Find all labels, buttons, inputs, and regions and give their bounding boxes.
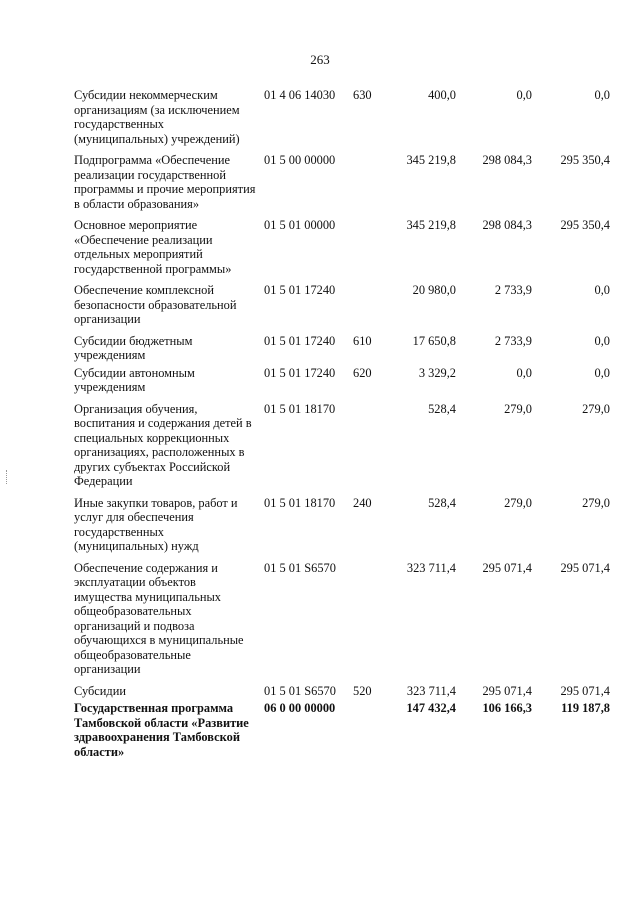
budget-table	[74, 88, 610, 766]
table-body	[74, 88, 610, 766]
row-value-2: 279,0	[504, 495, 532, 510]
row-type	[350, 283, 390, 334]
row-name: Субсидии некоммерческим организациям (за исключением государственных (муниципальных) учреждений)	[74, 88, 240, 146]
row-name: Обеспечение комплексной безопасности образовательной организации	[74, 283, 237, 326]
row-code: 06 0 00 00000	[264, 701, 336, 715]
row-type: 240	[353, 495, 372, 510]
row-value-1: 528,4	[428, 495, 456, 510]
row-name: Субсидии бюджетным учреждениям	[74, 333, 193, 362]
table-row	[74, 153, 610, 218]
row-value-2: 298 084,3	[482, 218, 532, 232]
row-code: 01 5 01 17240	[264, 333, 336, 348]
row-name: Организация обучения, воспитания и содержания детей в специальных коррекционных организациях, расположенных в других субъектах Российской Федерации	[74, 401, 252, 488]
row-value-3: 119 187,8	[561, 701, 610, 715]
row-value-3: 295 350,4	[560, 218, 610, 232]
row-name: Субсидии	[74, 683, 126, 698]
row-value-2: 279,0	[504, 401, 532, 416]
table-row	[74, 402, 610, 496]
row-value-1: 528,4	[428, 401, 456, 416]
row-code: 01 5 01 17240	[264, 365, 336, 380]
row-value-3: 279,0	[582, 401, 610, 416]
row-type: 520	[353, 683, 372, 698]
row-value-2: 106 166,3	[482, 701, 532, 715]
row-code: 01 5 01 17240	[264, 283, 336, 297]
row-name: Основное мероприятие «Обеспечение реализации отдельных мероприятий государственной программы»	[74, 218, 232, 276]
row-value-3: 295 071,4	[560, 683, 610, 698]
row-value-1: 345 219,8	[406, 218, 456, 232]
table-row	[74, 684, 610, 702]
row-type	[350, 561, 390, 684]
table-row	[74, 334, 610, 366]
row-value-3: 295 350,4	[560, 153, 610, 167]
row-value-3: 0,0	[594, 88, 610, 102]
table-row-program-total	[74, 701, 610, 766]
row-value-2: 2 733,9	[494, 333, 532, 348]
row-value-2: 298 084,3	[482, 153, 532, 167]
scan-margin-mark	[6, 470, 9, 484]
row-value-2: 295 071,4	[482, 560, 532, 575]
row-value-3: 0,0	[594, 365, 610, 380]
row-value-1: 147 432,4	[406, 701, 456, 715]
row-value-1: 323 711,4	[406, 683, 456, 698]
table-row	[74, 366, 610, 402]
row-value-1: 400,0	[428, 88, 456, 102]
row-value-2: 2 733,9	[494, 283, 532, 297]
row-value-1: 323 711,4	[406, 560, 456, 575]
row-name: Субсидии автономным учреждениям	[74, 365, 195, 394]
table-row	[74, 561, 610, 684]
page-number: 263	[310, 52, 330, 67]
row-name: Обеспечение содержания и эксплуатации объектов имущества муниципальных общеобразовательных организаций и подвоза обучающихся в муниципальные общеобразовательные организации	[74, 560, 244, 676]
row-type: 620	[353, 365, 372, 380]
row-type	[350, 701, 390, 766]
row-value-1: 17 650,8	[412, 333, 456, 348]
row-code: 01 5 01 S6570	[264, 560, 336, 575]
table-row	[74, 218, 610, 283]
row-type: 630	[353, 88, 372, 102]
row-name: Подпрограмма «Обеспечение реализации государственной программы и прочие мероприятия в области образования»	[74, 153, 256, 211]
row-value-2: 0,0	[516, 365, 532, 380]
table-row	[74, 496, 610, 561]
table-row	[74, 283, 610, 334]
row-value-3: 0,0	[594, 283, 610, 297]
row-code: 01 5 01 18170	[264, 495, 336, 510]
row-code: 01 5 01 00000	[264, 218, 336, 232]
row-value-1: 3 329,2	[418, 365, 456, 380]
row-value-3: 279,0	[582, 495, 610, 510]
row-code: 01 5 01 18170	[264, 401, 336, 416]
row-code: 01 5 00 00000	[264, 153, 336, 167]
row-name: Иные закупки товаров, работ и услуг для обеспечения государственных (муниципальных) нужд	[74, 495, 238, 553]
row-type: 610	[353, 333, 372, 348]
table-row	[74, 88, 610, 153]
row-type	[350, 218, 390, 283]
row-value-3: 0,0	[594, 333, 610, 348]
row-name: Государственная программа Тамбовской области «Развитие здравоохранения Тамбовской области»	[74, 701, 249, 759]
row-value-2: 295 071,4	[482, 683, 532, 698]
row-code: 01 5 01 S6570	[264, 683, 336, 698]
row-code: 01 4 06 14030	[264, 88, 336, 102]
row-value-3: 295 071,4	[560, 560, 610, 575]
row-type	[350, 153, 390, 218]
row-value-2: 0,0	[516, 88, 532, 102]
row-type	[350, 402, 390, 496]
row-value-1: 20 980,0	[412, 283, 456, 297]
row-value-1: 345 219,8	[406, 153, 456, 167]
